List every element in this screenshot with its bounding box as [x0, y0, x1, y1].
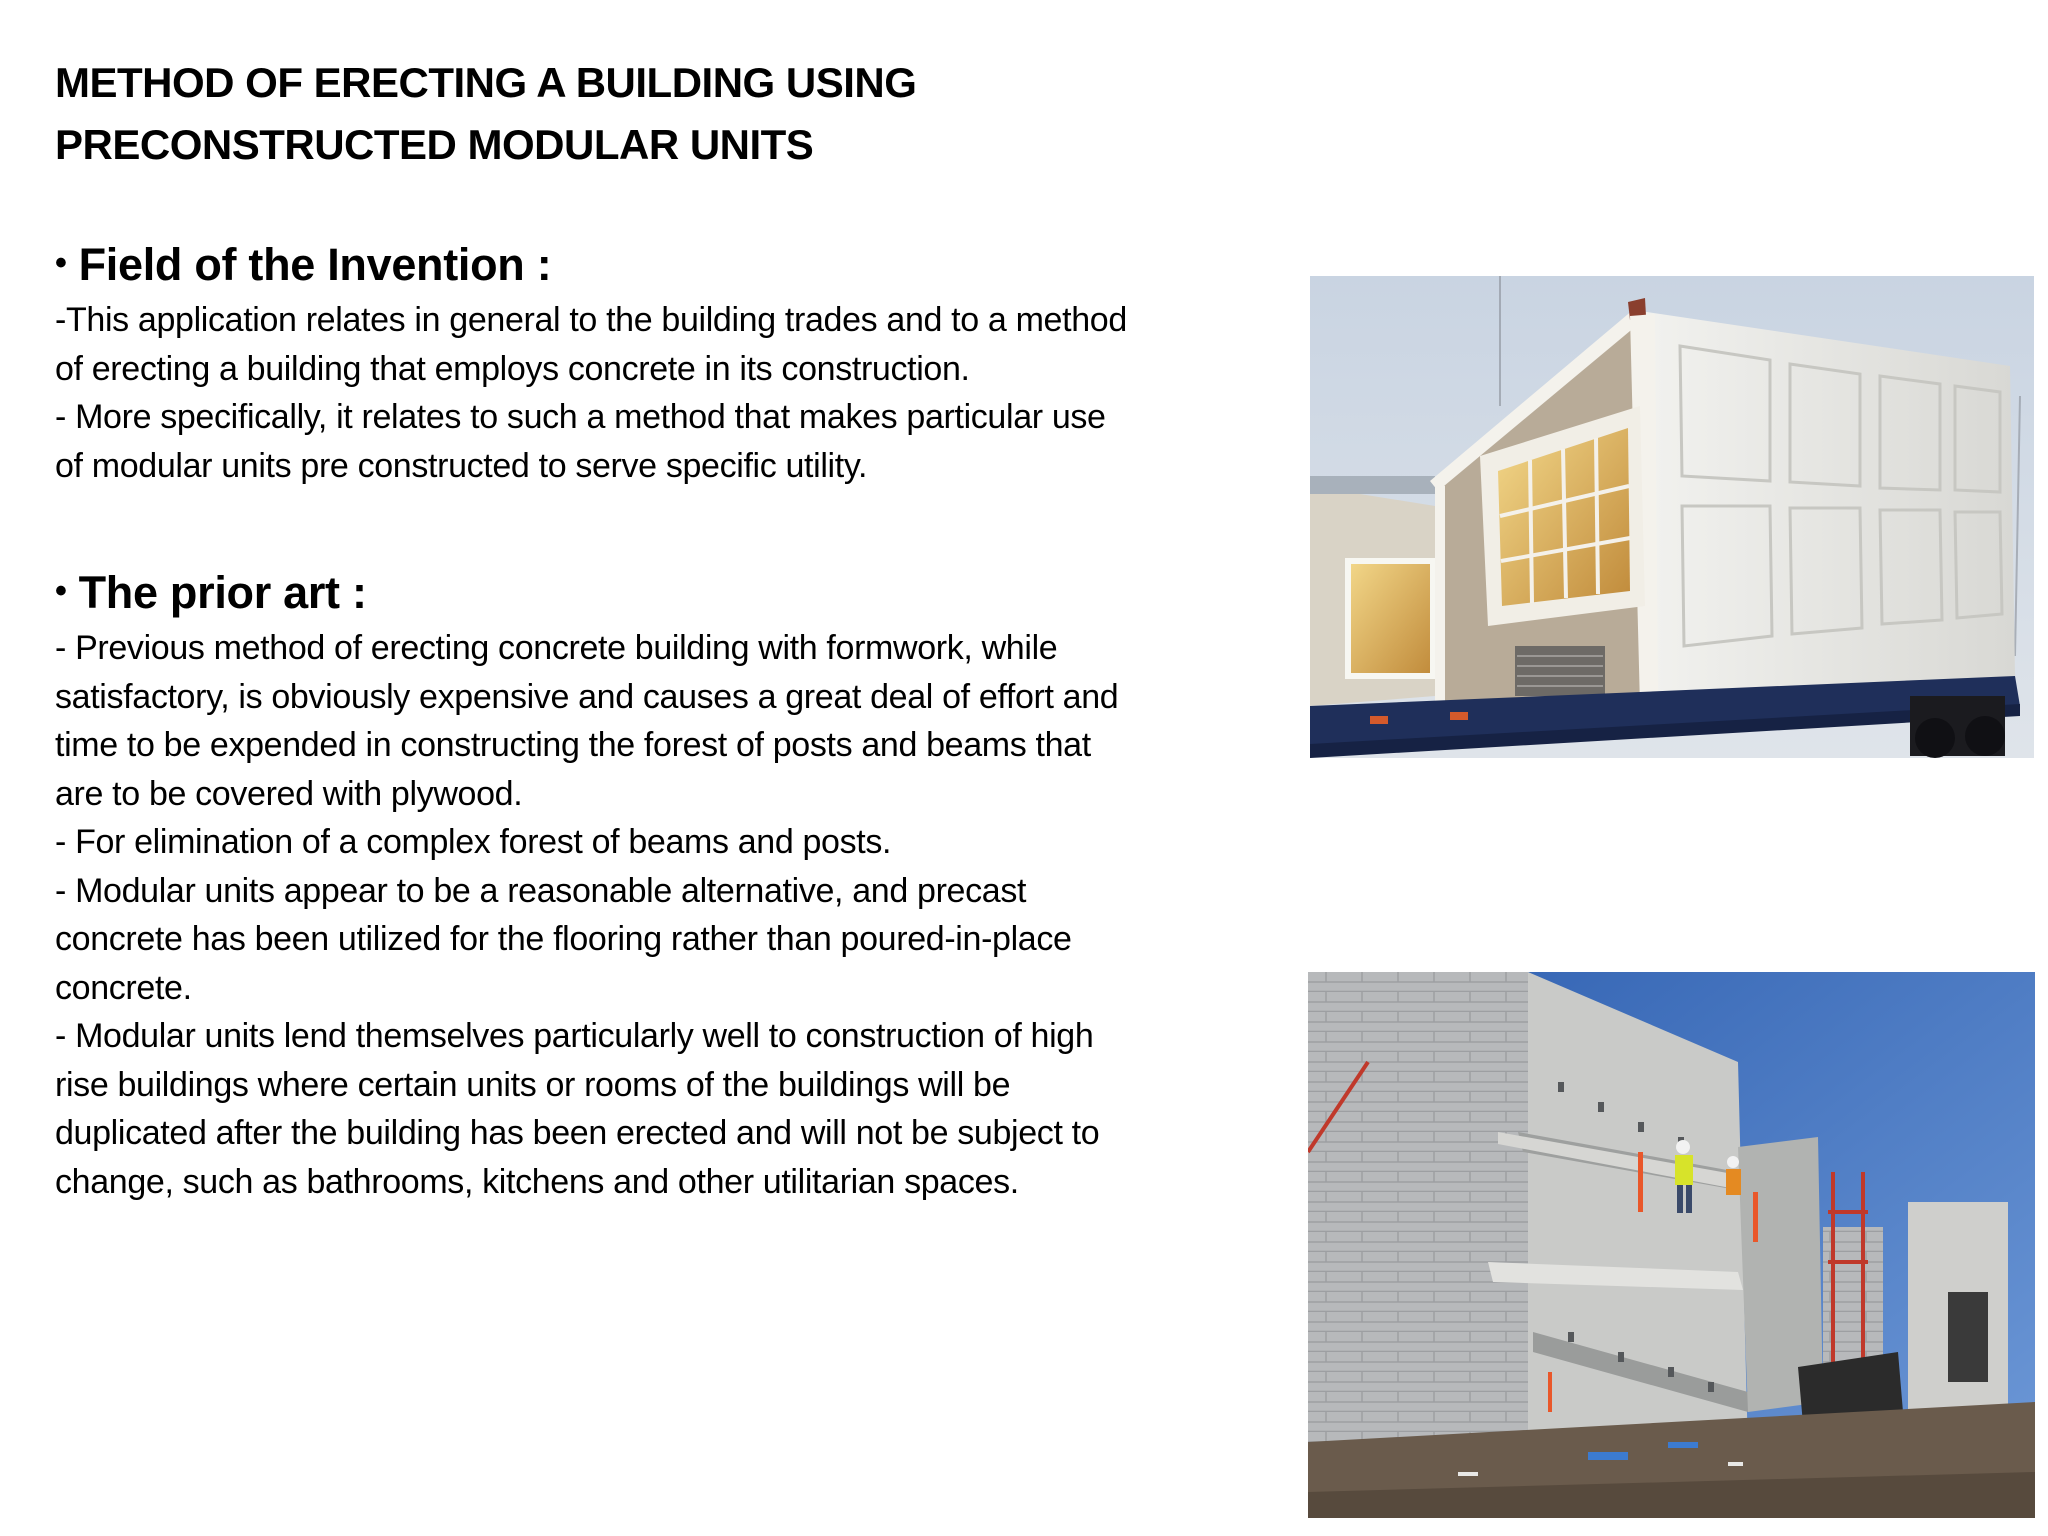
modular-unit-on-truck-photo-svg: [1310, 276, 2034, 758]
body-line: - Modular units lend themselves particularly well to construction of high: [55, 1017, 1094, 1055]
slide-title: [55, 52, 1155, 176]
body-line: of modular units pre constructed to serve specific utility.: [55, 446, 868, 485]
section-heading-text: The prior art :: [78, 567, 367, 618]
body-line: of erecting a building that employs concrete in its construction.: [55, 349, 970, 388]
body-line: - More specifically, it relates to such a method that makes particular use: [55, 398, 1106, 436]
precast-concrete-construction-photo: [1308, 972, 2035, 1518]
body-line: time to be expended in constructing the forest of posts and beams that: [55, 726, 1091, 764]
section-body-field: [55, 296, 1270, 490]
body-line: concrete.: [55, 968, 192, 1007]
title-line-2: PRECONSTRUCTED MODULAR UNITS: [55, 121, 814, 168]
body-line: change, such as bathrooms, kitchens and other utilitarian spaces.: [55, 1162, 1019, 1201]
slide-content: [55, 232, 1270, 1206]
section-heading-text: Field of the Invention :: [78, 239, 552, 290]
title-line-1: METHOD OF ERECTING A BUILDING USING: [55, 59, 917, 106]
body-line: concrete has been utilized for the flooring rather than poured-in-place: [55, 920, 1072, 958]
body-line: are to be covered with plywood.: [55, 774, 523, 813]
body-line: satisfactory, is obviously expensive and causes a great deal of effort and: [55, 677, 1119, 716]
body-line: - For elimination of a complex forest of beams and posts.: [55, 823, 892, 861]
body-line: rise buildings where certain units or rooms of the buildings will be: [55, 1065, 1011, 1104]
section-heading-field: [55, 232, 1270, 296]
precast-concrete-construction-photo-svg: [1308, 972, 2035, 1518]
section-heading-prior-art: [55, 560, 1270, 624]
body-line: duplicated after the building has been erected and will not be subject to: [55, 1114, 1100, 1152]
modular-unit-on-truck-photo: [1310, 276, 2034, 758]
bullet: •: [55, 244, 67, 282]
body-line: -This application relates in general to the building trades and to a method: [55, 301, 1127, 339]
bullet: •: [55, 572, 67, 610]
body-line: - Previous method of erecting concrete building with formwork, while: [55, 629, 1058, 667]
section-body-prior-art: [55, 624, 1270, 1206]
body-line: - Modular units appear to be a reasonable alternative, and precast: [55, 871, 1027, 910]
